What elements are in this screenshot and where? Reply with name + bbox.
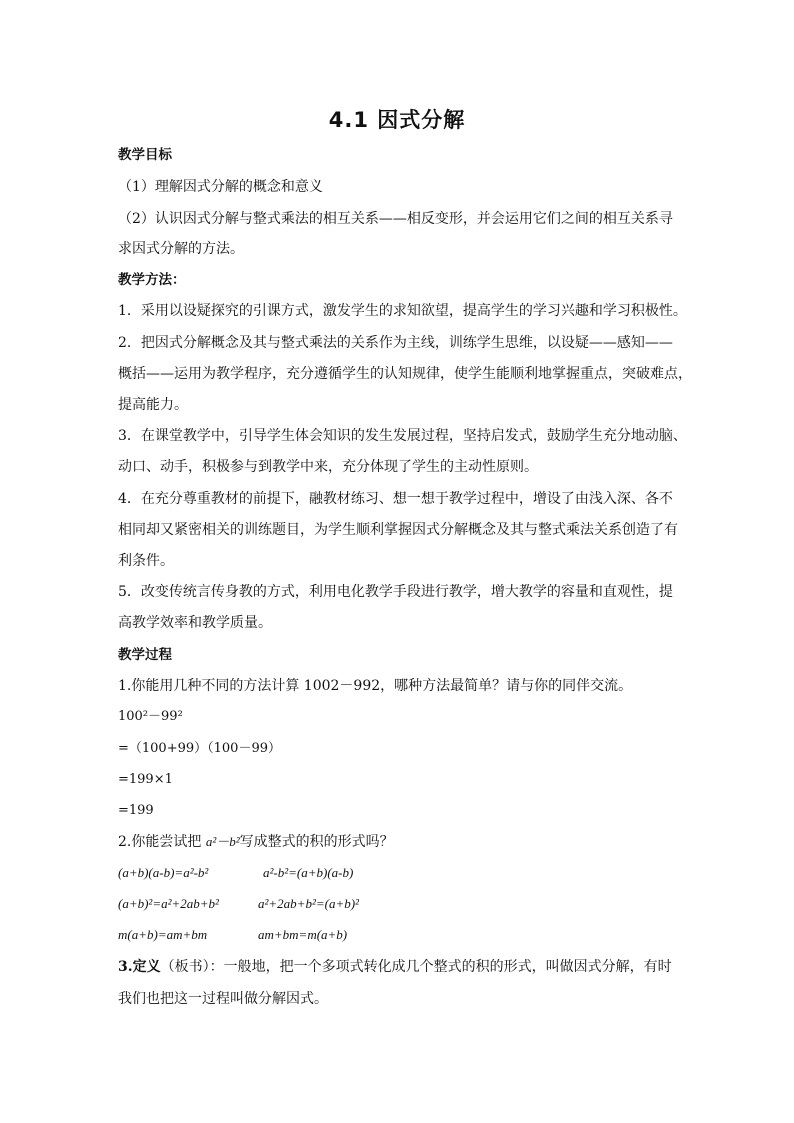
goal-item-1: （1）理解因式分解的概念和意义 bbox=[118, 179, 323, 195]
definition-label: 3.定义 bbox=[118, 959, 161, 975]
equation-3-left: m(a+b)=am+bm bbox=[118, 927, 208, 942]
method-item-5-line-2: 高教学效率和教学质量。 bbox=[118, 615, 272, 631]
equation-3-right: am+bm=m(a+b) bbox=[258, 927, 348, 942]
method-item-1: 1．采用以设疑探究的引课方式，激发学生的求知欲望，提高学生的学习兴趣和学习积极性。 bbox=[118, 303, 687, 319]
definition-line-2: 我们也把这一过程叫做分解因式。 bbox=[118, 991, 328, 1007]
equation-row-1 bbox=[118, 864, 688, 882]
equation-row-3 bbox=[118, 926, 688, 944]
question-2-suffix: 写成整式的积的形式吗？ bbox=[239, 834, 394, 850]
calculation-step-2: =（100+99）（100－99） bbox=[118, 741, 281, 756]
definition-line-1 bbox=[118, 958, 688, 976]
equation-row-2 bbox=[118, 895, 688, 913]
equation-2-left: (a+b)²=a²+2ab+b² bbox=[118, 896, 219, 911]
calculation-step-3: =199×1 bbox=[118, 772, 173, 787]
method-item-2-line-1: 2．把因式分解概念及其与整式乘法的关系作为主线，训练学生思维，以设疑——感知—— bbox=[118, 335, 673, 351]
method-item-3-line-2: 动口、动手，积极参与到教学中来，充分体现了学生的主动性原则。 bbox=[118, 459, 538, 475]
section-heading-process: 教学过程 bbox=[118, 647, 172, 663]
method-item-5-line-1: 5．改变传统言传身教的方式，利用电化教学手段进行教学，增大教学的容量和直观性，提 bbox=[118, 584, 673, 600]
method-item-4-line-2: 相同却又紧密相关的训练题目，为学生顺利掌握因式分解概念及其与整式乘法关系创造了有 bbox=[118, 522, 678, 538]
equation-2-right: a²+2ab+b²=(a+b)² bbox=[258, 896, 359, 911]
calculation-step-1: 100²－99² bbox=[118, 709, 183, 724]
goal-item-2-line-2: 求因式分解的方法。 bbox=[118, 241, 244, 257]
question-2 bbox=[118, 833, 688, 851]
method-item-3-line-1: 3．在课堂教学中，引导学生体会知识的发生发展过程，坚持启发式，鼓励学生充分地动脑、 bbox=[118, 428, 687, 444]
equation-1-left: (a+b)(a-b)=a²-b² bbox=[118, 865, 209, 880]
question-1: 1.你能用几种不同的方法计算 1002－992，哪种方法最简单？请与你的同伴交流。 bbox=[118, 678, 633, 694]
equation-1-right: a²-b²=(a+b)(a-b) bbox=[263, 865, 354, 880]
method-item-2-line-2: 概括——运用为教学程序，充分遵循学生的认知规律，使学生能顺利地掌握重点，突破难点， bbox=[118, 366, 692, 382]
question-2-prefix: 2.你能尝试把 bbox=[118, 834, 206, 850]
section-heading-goals: 教学目标 bbox=[118, 147, 172, 163]
goal-item-2-line-1: （2）认识因式分解与整式乘法的相互关系——相反变形，并会运用它们之间的相互关系寻 bbox=[118, 211, 673, 227]
section-heading-methods: 教学方法： bbox=[118, 272, 186, 288]
page-title: 4.1 因式分解 bbox=[328, 108, 466, 132]
method-item-4-line-1: 4．在充分尊重教材的前提下，融教材练习、想一想于教学过程中，增设了由浅入深、各不 bbox=[118, 491, 673, 507]
definition-text-1: （板书）：一般地，把一个多项式转化成几个整式的积的形式，叫做因式分解，有时 bbox=[160, 959, 672, 975]
calculation-step-4: =199 bbox=[118, 803, 154, 818]
question-2-expression: a²－b² bbox=[205, 834, 240, 849]
method-item-2-line-3: 提高能力。 bbox=[118, 397, 188, 413]
method-item-4-line-3: 利条件。 bbox=[118, 553, 174, 569]
